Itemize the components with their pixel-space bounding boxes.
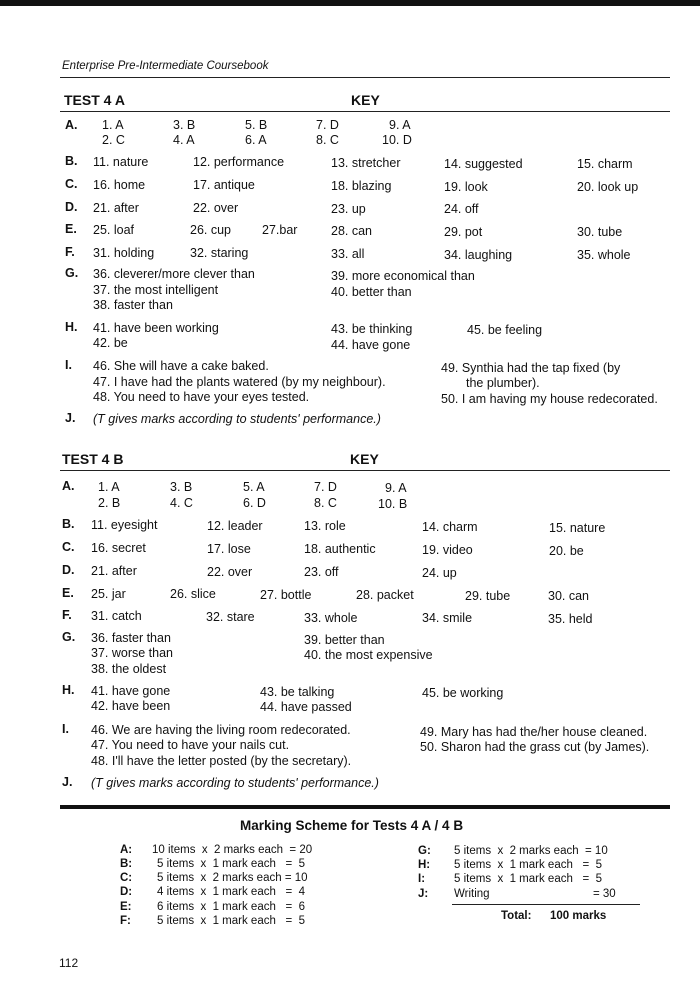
answer: 7. D (316, 118, 339, 132)
test-a-key: KEY (351, 92, 380, 108)
answer: 33. whole (304, 611, 358, 625)
answer: 11. eyesight (91, 518, 158, 532)
mark-row: 5 items x 1 mark each = 5 (454, 873, 602, 885)
answer: 36. faster than (91, 631, 171, 645)
answer: (T gives marks according to students' performance.) (93, 412, 381, 426)
answer: 46. We are having the living room redecorated. (91, 723, 351, 737)
answer: 21. after (93, 201, 139, 215)
answer: 31. holding (93, 246, 155, 260)
answer: 48. I'll have the letter posted (by the secretary). (91, 754, 352, 768)
answer: 1. A (102, 118, 124, 132)
answer: 21. after (91, 564, 137, 578)
mark-row: 5 items x 1 mark each = 5 (454, 859, 602, 871)
answer: 38. faster than (93, 298, 173, 312)
answer: 18. authentic (304, 542, 376, 556)
answer: 44. have passed (260, 700, 352, 714)
mark-label: A: (120, 844, 133, 856)
answer: 13. role (304, 519, 346, 533)
section-label: F. (62, 608, 72, 622)
section-label: A. (62, 479, 75, 493)
mark-row: 6 items x 1 mark each = 6 (157, 901, 305, 913)
answer: 27.bar (262, 223, 298, 237)
section-label: C. (65, 177, 78, 191)
answer: 46. She will have a cake baked. (93, 359, 269, 373)
answer: 19. look (444, 180, 488, 194)
answer: 25. loaf (93, 223, 135, 237)
mark-row: 10 items x 2 marks each = 20 (152, 844, 313, 856)
answer: 25. jar (91, 587, 126, 601)
answer: 42. have been (91, 699, 171, 713)
section-label: E. (62, 586, 74, 600)
answer: 43. be thinking (331, 322, 413, 336)
answer: 50. I am having my house redecorated. (441, 392, 658, 406)
answer: 39. more economical than (331, 269, 475, 283)
section-label: D. (65, 200, 78, 214)
mark-row: 4 items x 1 mark each = 4 (157, 886, 305, 898)
answer: 38. the oldest (91, 662, 167, 676)
test-a-rule (60, 111, 670, 112)
answer: 17. lose (207, 542, 251, 556)
answer: 24. off (444, 202, 479, 216)
section-label: J. (65, 411, 76, 425)
answer: 33. all (331, 247, 365, 261)
book-title: Enterprise Pre-Intermediate Coursebook (62, 60, 269, 72)
answer: 15. nature (549, 521, 606, 535)
answer: 8. C (316, 133, 339, 147)
test-b-rule (60, 470, 670, 471)
section-label: F. (65, 245, 75, 259)
answer: 23. up (331, 202, 366, 216)
section-label: G. (65, 266, 79, 280)
answer: 24. up (422, 566, 457, 580)
section-label: B. (62, 517, 75, 531)
mark-label: D: (120, 886, 133, 898)
total-label: Total: (501, 910, 532, 922)
section-label: C. (62, 540, 75, 554)
mark-label: B: (120, 858, 133, 870)
answer: 7. D (314, 480, 337, 494)
answer: 37. worse than (91, 646, 173, 660)
answer: 19. video (422, 543, 473, 557)
answer: 16. secret (91, 541, 146, 555)
answer: 23. off (304, 565, 339, 579)
answer: 29. tube (465, 589, 511, 603)
answer: 44. have gone (331, 338, 411, 352)
answer: 35. whole (577, 248, 631, 262)
answer: 45. be feeling (467, 323, 543, 337)
answer: 1. A (98, 480, 120, 494)
answer: 41. have been working (93, 321, 219, 335)
answer: 4. A (173, 133, 195, 147)
answer: 13. stretcher (331, 156, 401, 170)
answer: 11. nature (93, 155, 149, 169)
answer: 41. have gone (91, 684, 171, 698)
test-b-key: KEY (350, 451, 379, 467)
answer: 17. antique (193, 178, 255, 192)
answer: 50. Sharon had the grass cut (by James). (420, 740, 650, 754)
answer: 35. held (548, 612, 593, 626)
answer: 20. be (549, 544, 584, 558)
test-b-title: TEST 4 B (62, 451, 124, 467)
answer: 15. charm (577, 157, 633, 171)
answer: 3. B (170, 480, 193, 494)
mark-label: J: (418, 888, 429, 900)
answer: 14. charm (422, 520, 478, 534)
answer: the plumber). (466, 376, 540, 390)
answer: 4. C (170, 496, 193, 510)
answer: 48. You need to have your eyes tested. (93, 390, 310, 404)
answer: 22. over (207, 565, 253, 579)
page-number: 112 (59, 956, 79, 970)
header-rule (60, 77, 670, 78)
answer: 37. the most intelligent (93, 283, 219, 297)
answer: 26. slice (170, 587, 216, 601)
marking-scheme-rule (60, 805, 670, 809)
mark-row: Writing (454, 888, 490, 900)
answer: 5. A (243, 480, 265, 494)
answer: 47. I have had the plants watered (by my neighbour). (93, 375, 386, 389)
answer: 40. the most expensive (304, 648, 433, 662)
mark-row: 5 items x 2 marks each = 10 (454, 845, 608, 857)
answer: 30. can (548, 589, 590, 603)
mark-label: F: (120, 915, 131, 927)
answer: (T gives marks according to students' performance.) (91, 776, 379, 790)
top-border (0, 0, 700, 6)
mark-label: G: (418, 845, 431, 857)
answer: 18. blazing (331, 179, 392, 193)
section-label: H. (65, 320, 78, 334)
mark-label: C: (120, 872, 133, 884)
section-label: A. (65, 118, 78, 132)
answer: 3. B (173, 118, 196, 132)
answer: 47. You need to have your nails cut. (91, 738, 290, 752)
section-label: H. (62, 683, 75, 697)
answer: 30. tube (577, 225, 623, 239)
answer: 29. pot (444, 225, 483, 239)
answer: 32. staring (190, 246, 249, 260)
answer: 32. stare (206, 610, 255, 624)
answer: 49. Synthia had the tap fixed (by (441, 361, 621, 375)
answer: 12. leader (207, 519, 263, 533)
answer: 9. A (389, 118, 411, 132)
answer: 2. B (98, 496, 121, 510)
answer: 6. A (245, 133, 267, 147)
answer: 39. better than (304, 633, 385, 647)
answer: 12. performance (193, 155, 285, 169)
answer: 8. C (314, 496, 337, 510)
answer: 2. C (102, 133, 125, 147)
answer: 36. cleverer/more clever than (93, 267, 255, 281)
answer: 28. packet (356, 588, 414, 602)
answer: 27. bottle (260, 588, 312, 602)
answer: 28. can (331, 224, 373, 238)
answer: 26. cup (190, 223, 232, 237)
answer: 40. better than (331, 285, 412, 299)
answer: 5. B (245, 118, 268, 132)
answer: 49. Mary has had the/her house cleaned. (420, 725, 648, 739)
answer: 43. be talking (260, 685, 335, 699)
answer: 45. be working (422, 686, 504, 700)
answer: 6. D (243, 496, 266, 510)
section-label: G. (62, 630, 76, 644)
section-label: I. (62, 722, 69, 736)
mark-label: E: (120, 901, 132, 913)
mark-label: H: (418, 859, 431, 871)
mark-label: I: (418, 873, 426, 885)
total-value: 100 marks (550, 910, 607, 922)
section-label: I. (65, 358, 72, 372)
answer: 34. smile (422, 611, 473, 625)
answer: 34. laughing (444, 248, 513, 262)
section-label: D. (62, 563, 75, 577)
section-label: B. (65, 154, 78, 168)
answer: 10. D (382, 133, 412, 147)
mark-row: 5 items x 1 mark each = 5 (157, 915, 305, 927)
total-rule (452, 904, 640, 905)
answer: 31. catch (91, 609, 142, 623)
test-a-title: TEST 4 A (64, 92, 125, 108)
marking-scheme-title: Marking Scheme for Tests 4 A / 4 B (240, 818, 464, 833)
answer: 20. look up (577, 180, 639, 194)
answer: 9. A (385, 481, 407, 495)
mark-value: = 30 (593, 888, 616, 900)
answer: 22. over (193, 201, 239, 215)
answer: 10. B (378, 497, 408, 511)
mark-row: 5 items x 1 mark each = 5 (157, 858, 305, 870)
mark-row: 5 items x 2 marks each = 10 (157, 872, 308, 884)
section-label: E. (65, 222, 77, 236)
answer: 14. suggested (444, 157, 523, 171)
answer: 42. be (93, 336, 128, 350)
answer: 16. home (93, 178, 146, 192)
section-label: J. (62, 775, 73, 789)
